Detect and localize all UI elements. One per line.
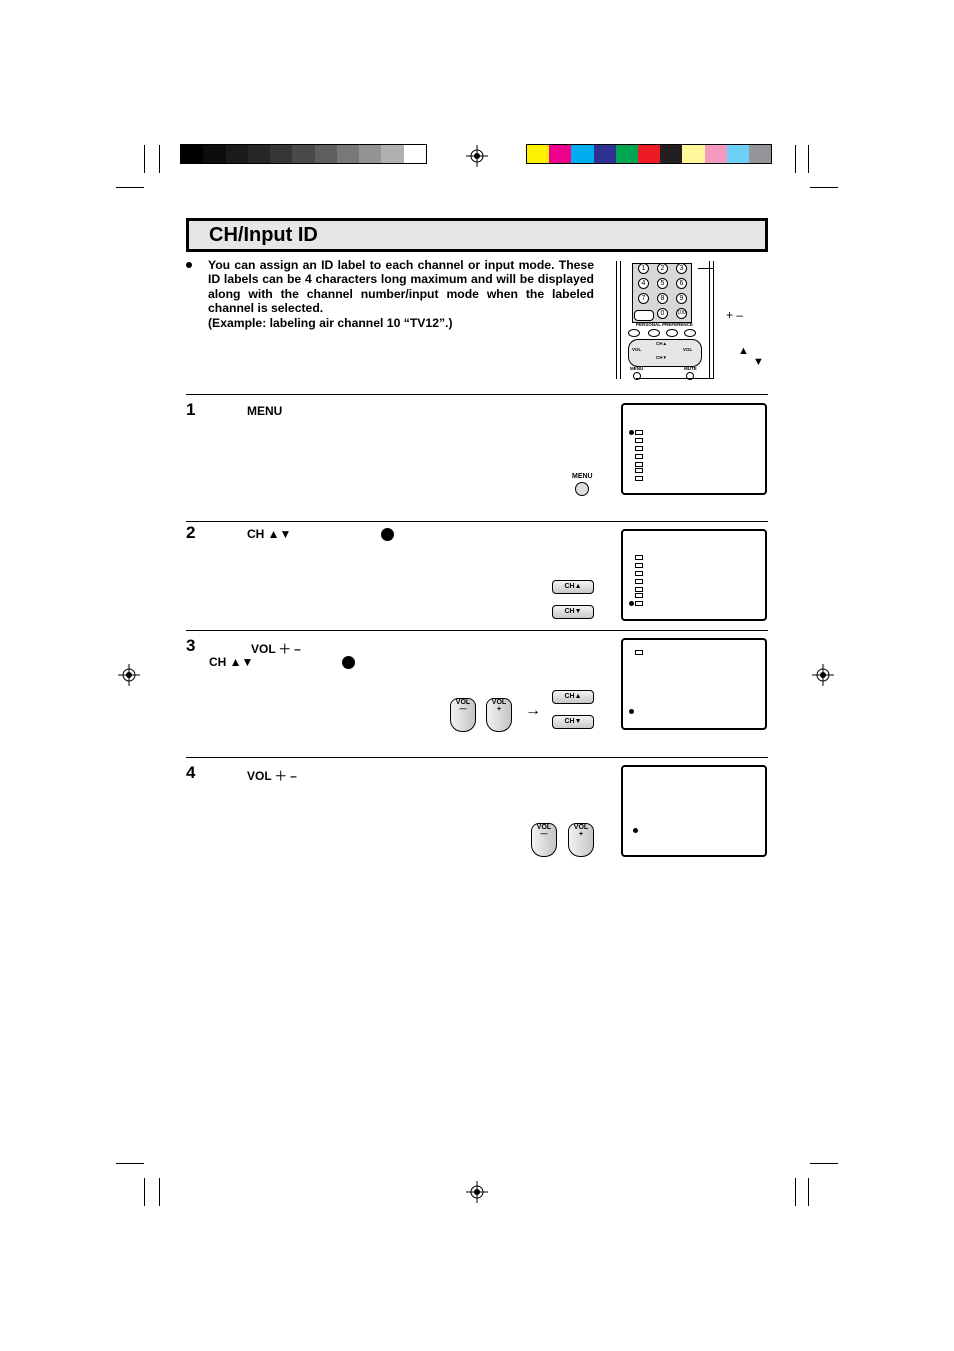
remote-mute-label: MUTE <box>684 366 697 371</box>
vol-plus-button: VOL + <box>568 823 594 857</box>
intro-paragraph <box>208 258 594 330</box>
menu-button <box>575 482 589 496</box>
remote-key: 9 <box>676 293 687 304</box>
registration-mark-icon <box>466 1181 488 1203</box>
remote-key: 100 <box>676 308 687 319</box>
remote-menu-label: MENU <box>630 366 644 371</box>
remote-ch-down-callout: ▼ <box>753 356 764 368</box>
divider <box>186 521 768 522</box>
remote-illustration <box>616 261 712 379</box>
crop-mark <box>808 145 809 173</box>
ch-down-button: CH▼ <box>552 715 594 729</box>
intro-example: (Example: labeling air channel 10 “TV12”.) <box>208 315 453 330</box>
osd-screen <box>621 403 767 495</box>
step-number: 1 <box>186 400 196 419</box>
callout-line <box>636 378 714 379</box>
cursor-dot-icon <box>342 656 355 669</box>
remote-key: 7 <box>638 293 649 304</box>
crop-mark <box>116 1163 144 1164</box>
intro-text: You can assign an ID label to each channel or input mode. These ID labels can be 4 characters long maximum and will be displayed along with the channel number/input mode when the labeled channel is selected. <box>208 258 594 316</box>
crop-mark <box>159 145 160 173</box>
step-label: VOL ＋ – <box>251 642 301 656</box>
ch-down-button: CH▼ <box>552 605 594 619</box>
registration-mark-icon <box>812 664 834 686</box>
ch-up-button: CH▲ <box>552 690 594 704</box>
section-title-box <box>186 218 768 252</box>
divider <box>186 757 768 758</box>
personal-preference-label: PERSONAL PREFERENCE <box>636 322 693 327</box>
osd-screen <box>621 638 767 730</box>
crop-mark <box>795 145 796 173</box>
callout-line <box>713 338 714 378</box>
step-label-secondary: CH ▲▼ <box>209 655 254 669</box>
step-label: MENU <box>247 404 283 418</box>
page-title: CH/Input ID <box>209 224 318 246</box>
crop-mark <box>810 187 838 188</box>
vol-plus-button: VOL + <box>486 698 512 732</box>
step-number: 2 <box>186 523 196 542</box>
remote-key: 5 <box>657 278 668 289</box>
callout-line <box>698 268 714 269</box>
remote-ch-up-callout: ▲ <box>738 345 749 357</box>
vol-minus-button: VOL — <box>450 698 476 732</box>
cursor-dot-icon <box>381 528 394 541</box>
remote-key: 0 <box>657 308 668 319</box>
menu-button-label: MENU <box>572 473 593 480</box>
grayscale-bar <box>180 144 427 164</box>
remote-key: 1 <box>638 263 649 274</box>
osd-screen <box>621 765 767 857</box>
remote-vol-right: VOL <box>683 347 693 352</box>
ch-up-button: CH▲ <box>552 580 594 594</box>
crop-mark <box>159 1178 160 1206</box>
remote-vol-callout: + – <box>726 308 744 322</box>
step-number: 3 <box>186 636 196 655</box>
registration-mark-icon <box>466 145 488 167</box>
vol-minus-button: VOL — <box>531 823 557 857</box>
crop-mark <box>808 1178 809 1206</box>
osd-screen <box>621 529 767 621</box>
remote-key: 4 <box>638 278 649 289</box>
step-number: 4 <box>186 763 196 782</box>
remote-ch-down: CH▼ <box>656 355 667 360</box>
crop-mark <box>116 187 144 188</box>
remote-key: 3 <box>676 263 687 274</box>
remote-key: 6 <box>676 278 687 289</box>
step-label: CH ▲▼ <box>247 527 292 541</box>
registration-mark-icon <box>118 664 140 686</box>
color-bar <box>526 144 772 164</box>
crop-mark <box>795 1178 796 1206</box>
remote-key: 2 <box>657 263 668 274</box>
remote-vol-left: VOL <box>632 347 642 352</box>
crop-mark <box>810 1163 838 1164</box>
arrow-icon: → <box>525 702 541 719</box>
divider <box>186 394 768 395</box>
step-label: VOL ＋ – <box>247 769 297 783</box>
bullet-icon <box>186 262 192 268</box>
divider <box>186 630 768 631</box>
remote-ch-up: CH▲ <box>656 341 667 346</box>
crop-mark <box>144 1178 145 1206</box>
crop-mark <box>144 145 145 173</box>
callout-line <box>713 302 714 332</box>
remote-key: 8 <box>657 293 668 304</box>
